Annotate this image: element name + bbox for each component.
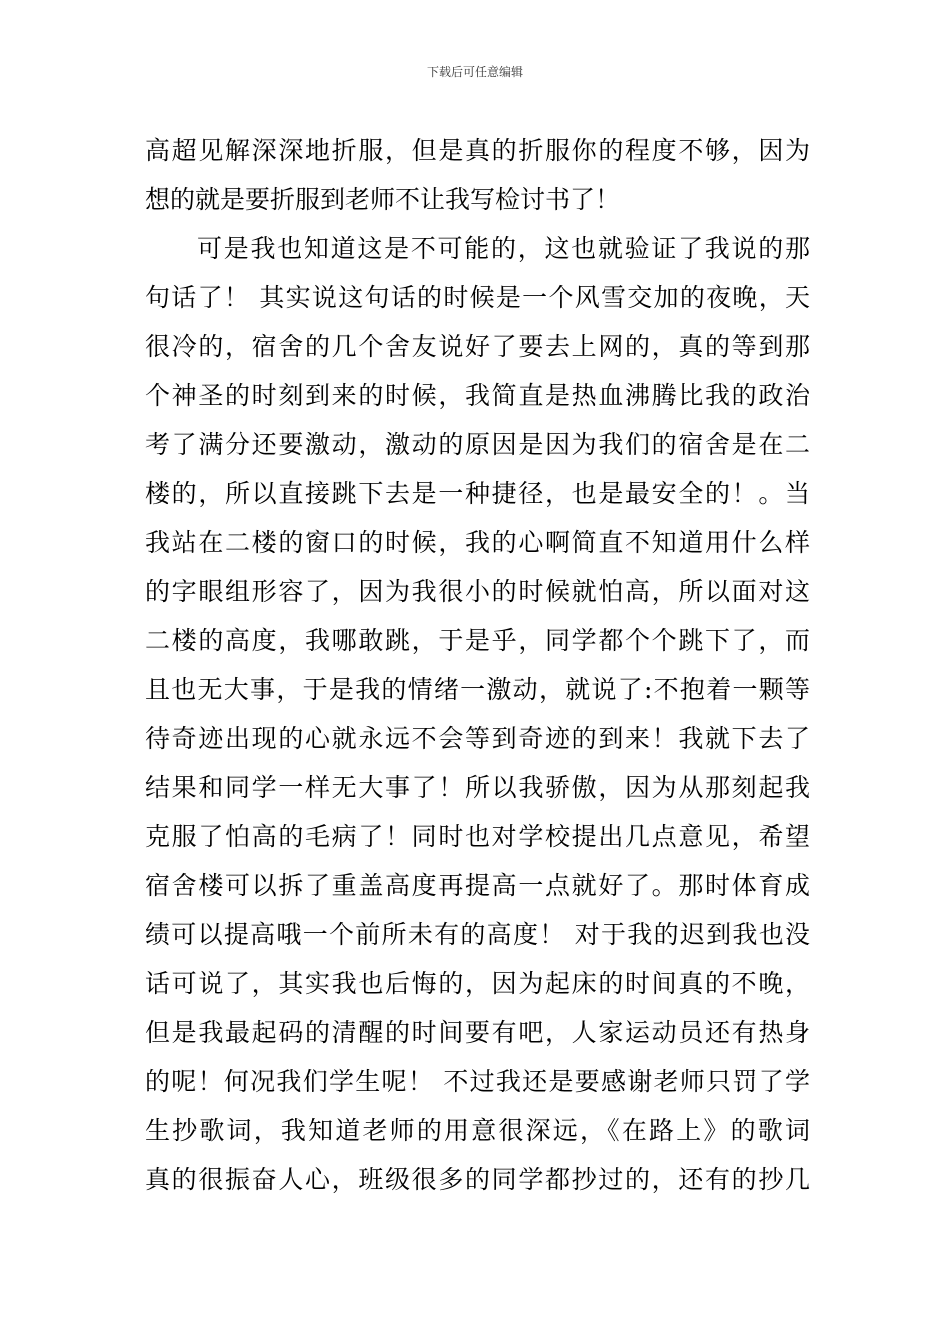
text-line: 生抄歌词，我知道老师的用意很深远，《在路上》的歌词: [145, 1116, 810, 1145]
text-line: 话可说了，其实我也后悔的，因为起床的时间真的不晚，: [145, 969, 810, 998]
text-line: 句话了！ 其实说这句话的时候是一个风雪交加的夜晚，天: [145, 283, 810, 312]
text-line: 结果和同学一样无大事了！所以我骄傲，因为从那刻起我: [145, 773, 810, 802]
text-line: 楼的，所以直接跳下去是一种捷径，也是最安全的！。当: [145, 479, 810, 508]
text-line: 的字眼组形容了，因为我很小的时候就怕高，所以面对这: [145, 577, 810, 606]
text-line: 考了满分还要激动，激动的原因是因为我们的宿舍是在二: [145, 430, 810, 459]
text-line: 绩可以提高哦一个前所未有的高度！ 对于我的迟到我也没: [145, 920, 810, 949]
text-line: 想的就是要折服到老师不让我写检讨书了！: [145, 185, 621, 214]
text-line: 二楼的高度，我哪敢跳，于是乎，同学都个个跳下了，而: [145, 626, 810, 655]
page-header: 下载后可任意编辑: [426, 65, 523, 79]
text-line: 我站在二楼的窗口的时候，我的心啊简直不知道用什么样: [145, 528, 810, 557]
text-line: 的呢！何况我们学生呢！ 不过我还是要感谢老师只罚了学: [145, 1067, 810, 1096]
text-line: 个神圣的时刻到来的时候，我简直是热血沸腾比我的政治: [145, 381, 810, 410]
text-line: 但是我最起码的清醒的时间要有吧，人家运动员还有热身: [145, 1018, 810, 1047]
text-line: 很冷的，宿舍的几个舍友说好了要去上网的，真的等到那: [145, 332, 810, 361]
text-line: 且也无大事，于是我的情绪一激动，就说了:不抱着一颗等: [145, 675, 810, 704]
text-line: 真的很振奋人心，班级很多的同学都抄过的，还有的抄几: [145, 1165, 810, 1194]
text-line: 克服了怕高的毛病了！同时也对学校提出几点意见，希望: [145, 822, 810, 851]
text-line: 待奇迹出现的心就永远不会等到奇迹的到来！我就下去了: [145, 724, 810, 753]
text-line: 可是我也知道这是不可能的，这也就验证了我说的那: [197, 234, 810, 263]
body-text: [145, 126, 810, 1204]
text-line: 宿舍楼可以拆了重盖高度再提高一点就好了。那时体育成: [145, 871, 810, 900]
text-line: 高超见解深深地折服，但是真的折服你的程度不够，因为: [145, 136, 810, 165]
